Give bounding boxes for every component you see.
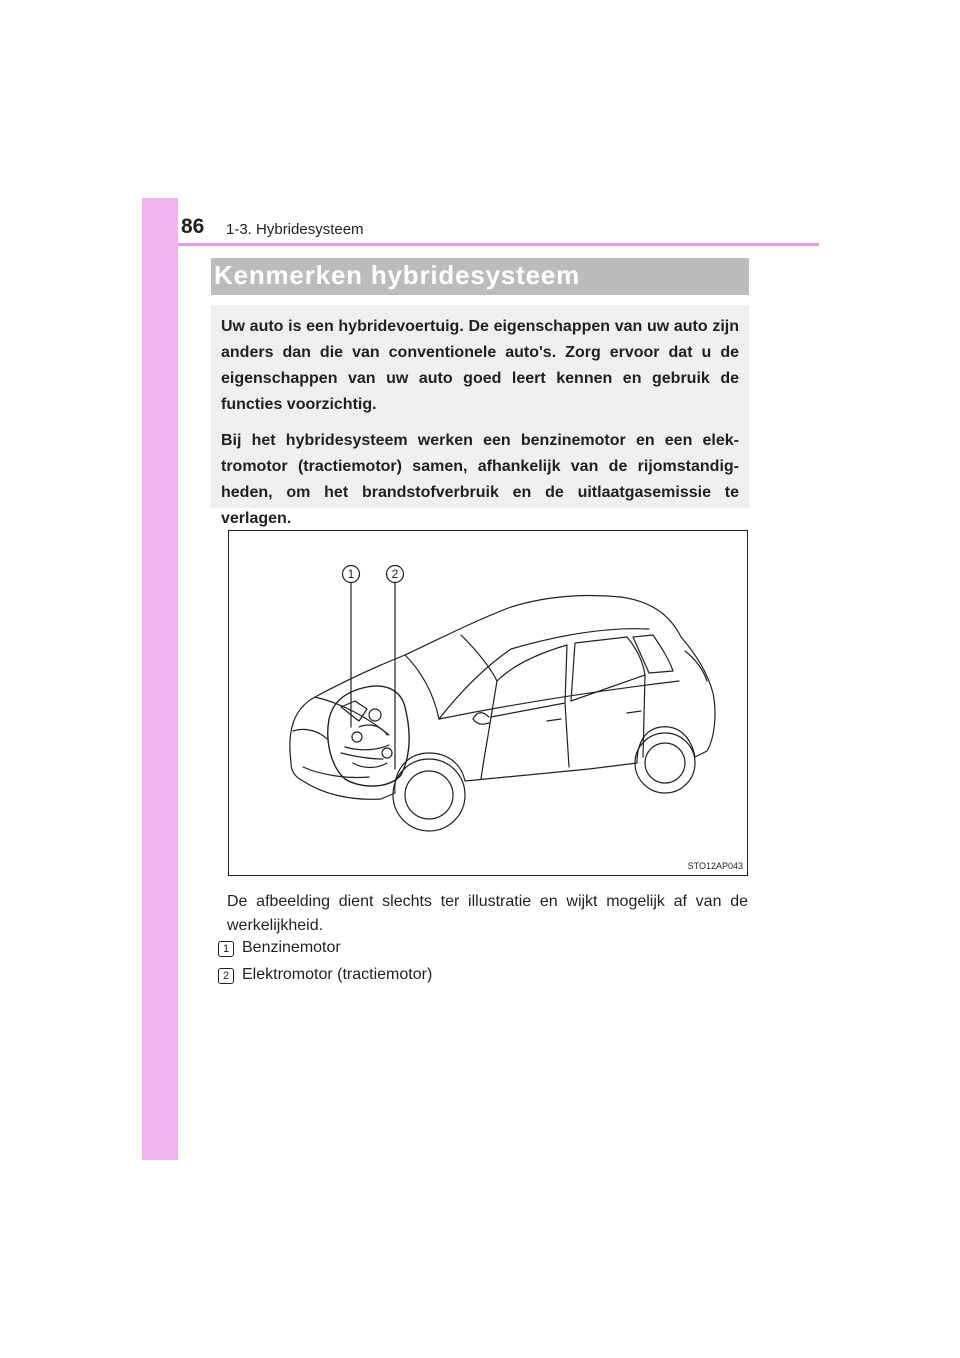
intro-paragraph-1: Uw auto is een hybridevoertuig. De eigenschappen van uw auto zijn anders dan die van conventionele auto's. Zorg ervoor dat u de eigenschappen van uw auto goed leert kennen en gebruik de functies voorzichtig. — [221, 318, 739, 413]
header-rule — [178, 243, 819, 246]
page-number: 86 — [181, 215, 205, 238]
legend-label: Elektromotor (tractiemotor) — [242, 966, 433, 983]
callout-1-label: 1 — [347, 567, 355, 581]
intro-paragraph-2: Bij het hybridesysteem werken een benzinemotor en een elek-tromotor (tractiemotor) samen, afhankelijk van de rijomstandig-heden, om het brandstofverbruik en de uitlaatgasemissie te verlagen. — [221, 432, 739, 527]
chapter-side-tab — [142, 198, 178, 1160]
legend-number-badge: 2 — [218, 968, 234, 984]
callout-2-label: 2 — [391, 567, 399, 581]
section-title: Kenmerken hybridesysteem — [214, 260, 581, 290]
section-banner — [211, 258, 749, 295]
figure-code: STO12AP043 — [687, 861, 743, 871]
legend-label: Benzinemotor — [242, 939, 341, 956]
figure-caption: De afbeelding dient slechts ter illustratie en wijkt mogelijk af van de werkelijkheid. — [227, 893, 748, 934]
intro-box — [211, 305, 749, 527]
chapter-title: 1-3. Hybridesysteem — [226, 221, 364, 238]
legend-number-badge: 1 — [218, 941, 234, 957]
car-illustration — [228, 530, 748, 876]
car-drawing — [229, 531, 748, 876]
